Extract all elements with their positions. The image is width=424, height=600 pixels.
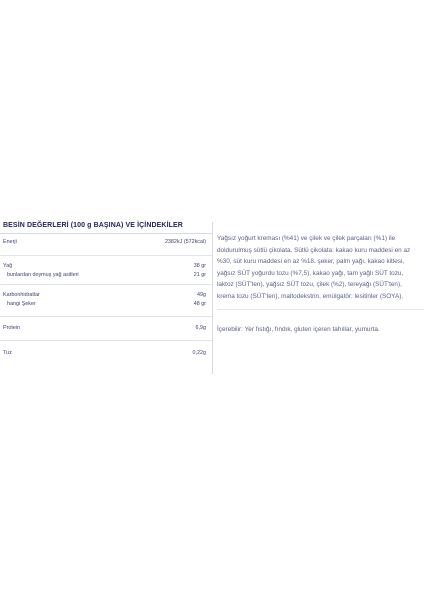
fat-row [0,256,212,285]
saturated-fat-label: bunlardan doymuş yağ asitleri [7,272,79,278]
allergen-text: İçerebilir: Yer fıstığı, fındık, gluten içeren tahıllar, yumurta. [217,325,380,333]
protein-row [0,317,212,341]
nutrition-table [0,222,212,365]
salt-value: 0,22g [192,350,206,356]
saturated-fat-value: 21 gr [193,272,206,278]
fat-labels [3,263,79,278]
fat-value: 38 gr [193,263,206,269]
energy-value: 2382kJ (572kcal) [164,239,206,245]
energy-row [0,234,212,256]
column-divider [212,222,213,374]
nutrition-title: BESİN DEĞERLERİ (100 g BAŞINA) VE İÇİNDEKİLER [0,222,212,234]
energy-label: Enerji [3,239,17,245]
ingredients-text: Yağsız yoğurt kreması (%41) ve çilek ve çilek parçaları (%1) ile doldurulmuş sütlü çikolata. Sütlü çikolata: kakao kuru maddesi en az %30, süt kuru maddesi en az %18. şeker, palm yağı, kakao kitlesi, yağsız SÜT yoğurdu tozu (%7,5), kakao yağı, tam yağlı SÜT tozu, laktoz (SÜT'ten), yağsız SÜT tozu, çilek (%2), tereyağı (SÜT'ten), krema tozu (SÜT'ten), maltodekstrin, emülgatör: lesitinler (SOYA). [217,235,411,300]
salt-label: Tuz [3,350,12,356]
carbohydrate-labels [3,292,40,307]
carbohydrate-value: 49g [197,292,206,298]
salt-row [0,341,212,365]
carbohydrate-values [194,292,206,307]
carbohydrate-label: Karbonhidratlar [3,292,40,298]
protein-value: 6,9g [195,325,206,331]
sugar-label: hangi Şeker [7,301,36,307]
ingredients-divider [217,309,424,310]
carbohydrate-row [0,285,212,317]
protein-label: Protein [3,325,21,331]
sugar-value: 48 gr [193,301,206,307]
fat-label: Yağ [3,263,13,269]
ingredients-panel [217,233,419,335]
fat-values [194,263,206,278]
